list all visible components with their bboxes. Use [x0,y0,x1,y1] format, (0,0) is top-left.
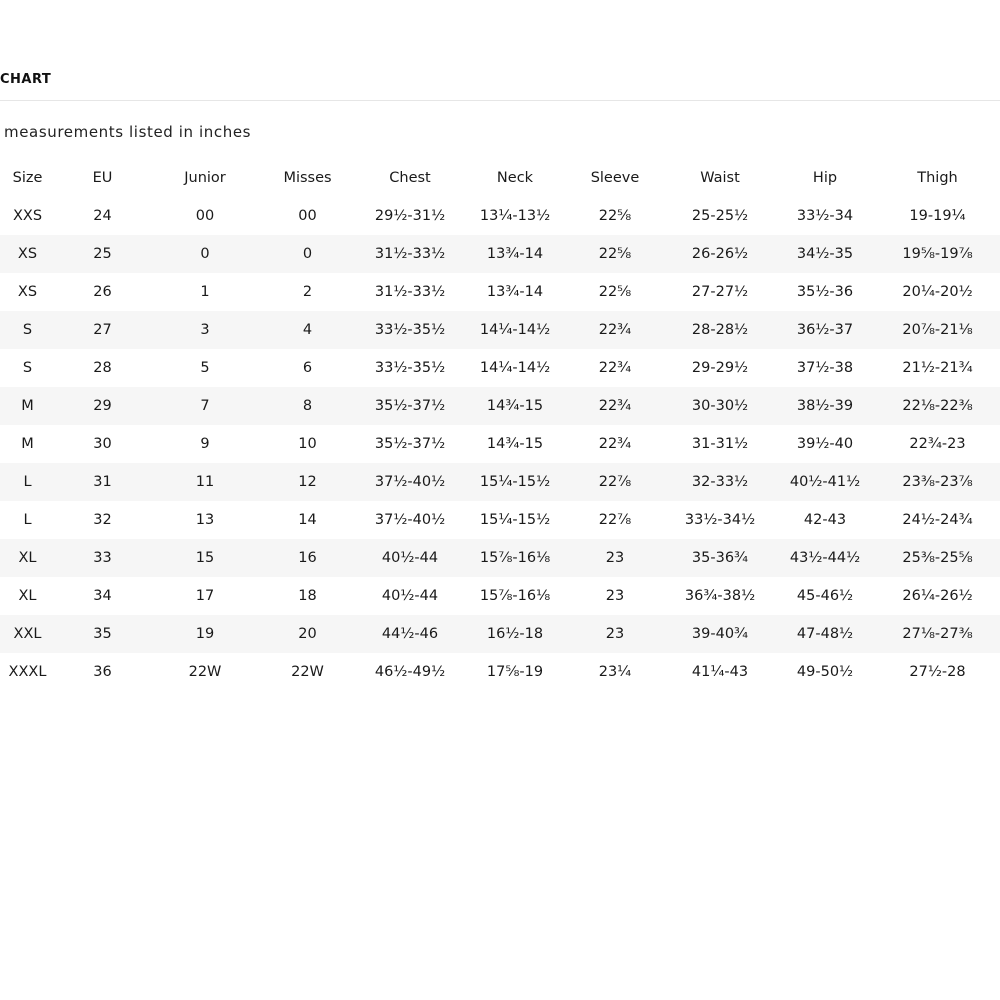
cell-sleeve: 22⅞ [598,474,632,490]
cell-misses: 16 [298,550,317,566]
table-row [0,653,1000,691]
table-row [0,311,1000,349]
cell-eu: 32 [93,512,112,528]
cell-junior: 13 [195,512,215,528]
cell-chest: 33½-35½ [374,322,446,338]
cell-size: L [23,512,32,528]
cell-hip: 36½-37 [796,322,854,338]
cell-sleeve: 22¾ [598,398,632,414]
cell-junior: 0 [200,246,210,262]
cell-waist: 33½-34½ [684,512,756,528]
column-header-size: Size [12,170,43,186]
cell-hip: 40½-41½ [789,474,861,490]
cell-neck: 13¼-13½ [479,208,551,224]
cell-size: XL [18,550,37,566]
cell-chest: 46½-49½ [374,664,446,680]
table-row [0,349,1000,387]
table-body [0,197,1000,691]
cell-eu: 26 [93,284,112,300]
cell-chest: 35½-37½ [374,398,446,414]
column-header-misses: Misses [283,170,332,186]
cell-thigh: 20⅞-21⅛ [902,322,973,338]
cell-size: XXL [13,626,42,642]
column-header-neck: Neck [496,170,534,186]
cell-junior: 22W [188,664,222,680]
cell-neck: 17⅝-19 [486,664,544,680]
cell-junior: 00 [195,208,215,224]
cell-neck: 13¾-14 [486,284,544,300]
cell-junior: 3 [200,322,210,338]
title-divider [0,100,1000,101]
cell-eu: 27 [93,322,112,338]
cell-hip: 33½-34 [796,208,854,224]
cell-waist: 31-31½ [691,436,749,452]
cell-thigh: 26¼-26½ [902,588,973,604]
cell-neck: 16½-18 [486,626,544,642]
column-header-hip: Hip [812,170,838,186]
table-header-row [0,159,1000,197]
table-row [0,501,1000,539]
cell-eu: 28 [93,360,112,376]
table-row [0,235,1000,273]
cell-waist: 29-29½ [691,360,749,376]
cell-waist: 28-28½ [691,322,749,338]
cell-neck: 14¾-15 [486,398,544,414]
cell-chest: 33½-35½ [374,360,446,376]
cell-size: XXXL [8,664,47,680]
cell-waist: 41¼-43 [691,664,749,680]
cell-sleeve: 23¼ [598,664,632,680]
cell-eu: 24 [93,208,112,224]
cell-eu: 34 [93,588,112,604]
cell-eu: 35 [93,626,112,642]
cell-waist: 30-30½ [691,398,749,414]
cell-thigh: 22¾-23 [909,436,966,452]
cell-size: L [23,474,32,490]
cell-misses: 12 [298,474,317,490]
cell-size: XS [17,246,38,262]
cell-sleeve: 22⅝ [598,208,632,224]
cell-eu: 31 [93,474,112,490]
cell-junior: 5 [200,360,210,376]
cell-misses: 18 [298,588,317,604]
cell-waist: 27-27½ [691,284,749,300]
table-row [0,387,1000,425]
cell-chest: 29½-31½ [374,208,446,224]
column-header-thigh: Thigh [917,170,958,186]
table-row [0,425,1000,463]
cell-waist: 36¾-38½ [684,588,756,604]
cell-hip: 47-48½ [796,626,854,642]
cell-waist: 32-33½ [691,474,749,490]
cell-misses: 0 [302,246,313,262]
cell-size: M [21,398,34,414]
cell-hip: 43½-44½ [789,550,861,566]
cell-waist: 39-40¾ [691,626,749,642]
cell-neck: 15⅞-16⅛ [479,588,551,604]
cell-waist: 35-36¾ [691,550,749,566]
cell-thigh: 25⅜-25⅝ [902,550,973,566]
cell-thigh: 19⅝-19⅞ [902,246,973,262]
cell-hip: 39½-40 [796,436,854,452]
cell-misses: 20 [298,626,317,642]
cell-misses: 10 [298,436,317,452]
size-chart-table [0,159,1000,691]
cell-neck: 15⅞-16⅛ [479,550,551,566]
cell-hip: 35½-36 [796,284,854,300]
cell-sleeve: 22¾ [598,436,632,452]
cell-hip: 37½-38 [796,360,854,376]
cell-junior: 7 [200,398,210,414]
table-row [0,539,1000,577]
table-row [0,273,1000,311]
column-header-eu: EU [92,170,113,186]
cell-thigh: 22⅛-22⅜ [902,398,973,414]
cell-junior: 9 [200,436,210,452]
cell-sleeve: 23 [605,550,625,566]
cell-neck: 14¼-14½ [479,322,551,338]
cell-neck: 13¾-14 [486,246,544,262]
cell-misses: 6 [302,360,313,376]
cell-chest: 31½-33½ [374,246,446,262]
cell-thigh: 27½-28 [909,664,966,680]
cell-chest: 40½-44 [381,588,439,604]
cell-misses: 22W [291,664,324,680]
table-row [0,197,1000,235]
cell-misses: 14 [298,512,317,528]
cell-hip: 34½-35 [796,246,854,262]
cell-chest: 37½-40½ [374,512,446,528]
cell-eu: 33 [93,550,112,566]
table-row [0,463,1000,501]
cell-neck: 14¼-14½ [479,360,551,376]
cell-size: XXS [12,208,43,224]
column-header-waist: Waist [700,170,740,186]
cell-thigh: 20¼-20½ [902,284,973,300]
cell-hip: 49-50½ [796,664,854,680]
cell-size: S [22,322,33,338]
cell-neck: 14¾-15 [486,436,544,452]
cell-junior: 11 [195,474,215,490]
cell-eu: 25 [93,246,112,262]
measurements-note: measurements listed in inches [4,123,252,141]
cell-misses: 4 [302,322,313,338]
table-row [0,577,1000,615]
cell-sleeve: 22¾ [598,360,632,376]
cell-size: S [22,360,33,376]
cell-neck: 15¼-15½ [479,512,551,528]
cell-chest: 31½-33½ [374,284,446,300]
cell-misses: 00 [298,208,317,224]
cell-junior: 19 [195,626,215,642]
cell-hip: 45-46½ [796,588,854,604]
cell-size: XL [18,588,37,604]
cell-eu: 29 [93,398,112,414]
cell-size: M [21,436,34,452]
cell-chest: 40½-44 [381,550,439,566]
cell-misses: 8 [302,398,313,414]
cell-junior: 15 [195,550,215,566]
cell-eu: 36 [93,664,112,680]
column-header-junior: Junior [184,170,226,186]
column-header-sleeve: Sleeve [590,170,640,186]
cell-eu: 30 [93,436,112,452]
cell-waist: 26-26½ [691,246,749,262]
cell-hip: 42-43 [803,512,847,528]
cell-waist: 25-25½ [691,208,749,224]
page-title: CHART [0,72,52,87]
cell-thigh: 24½-24¾ [902,512,973,528]
cell-thigh: 23⅜-23⅞ [902,474,973,490]
cell-neck: 15¼-15½ [479,474,551,490]
cell-thigh: 21½-21¾ [902,360,973,376]
cell-sleeve: 22¾ [598,322,632,338]
cell-sleeve: 22⅞ [598,512,632,528]
cell-chest: 37½-40½ [374,474,446,490]
cell-junior: 17 [195,588,215,604]
cell-junior: 1 [200,284,210,300]
cell-sleeve: 22⅝ [598,246,632,262]
cell-misses: 2 [302,284,313,300]
cell-sleeve: 23 [605,626,625,642]
column-header-chest: Chest [389,170,431,186]
cell-chest: 35½-37½ [374,436,446,452]
cell-chest: 44½-46 [381,626,439,642]
cell-sleeve: 22⅝ [598,284,632,300]
cell-hip: 38½-39 [796,398,854,414]
cell-thigh: 27⅛-27⅜ [902,626,973,642]
cell-sleeve: 23 [605,588,625,604]
cell-size: XS [17,284,38,300]
table-row [0,615,1000,653]
cell-thigh: 19-19¼ [909,208,966,224]
